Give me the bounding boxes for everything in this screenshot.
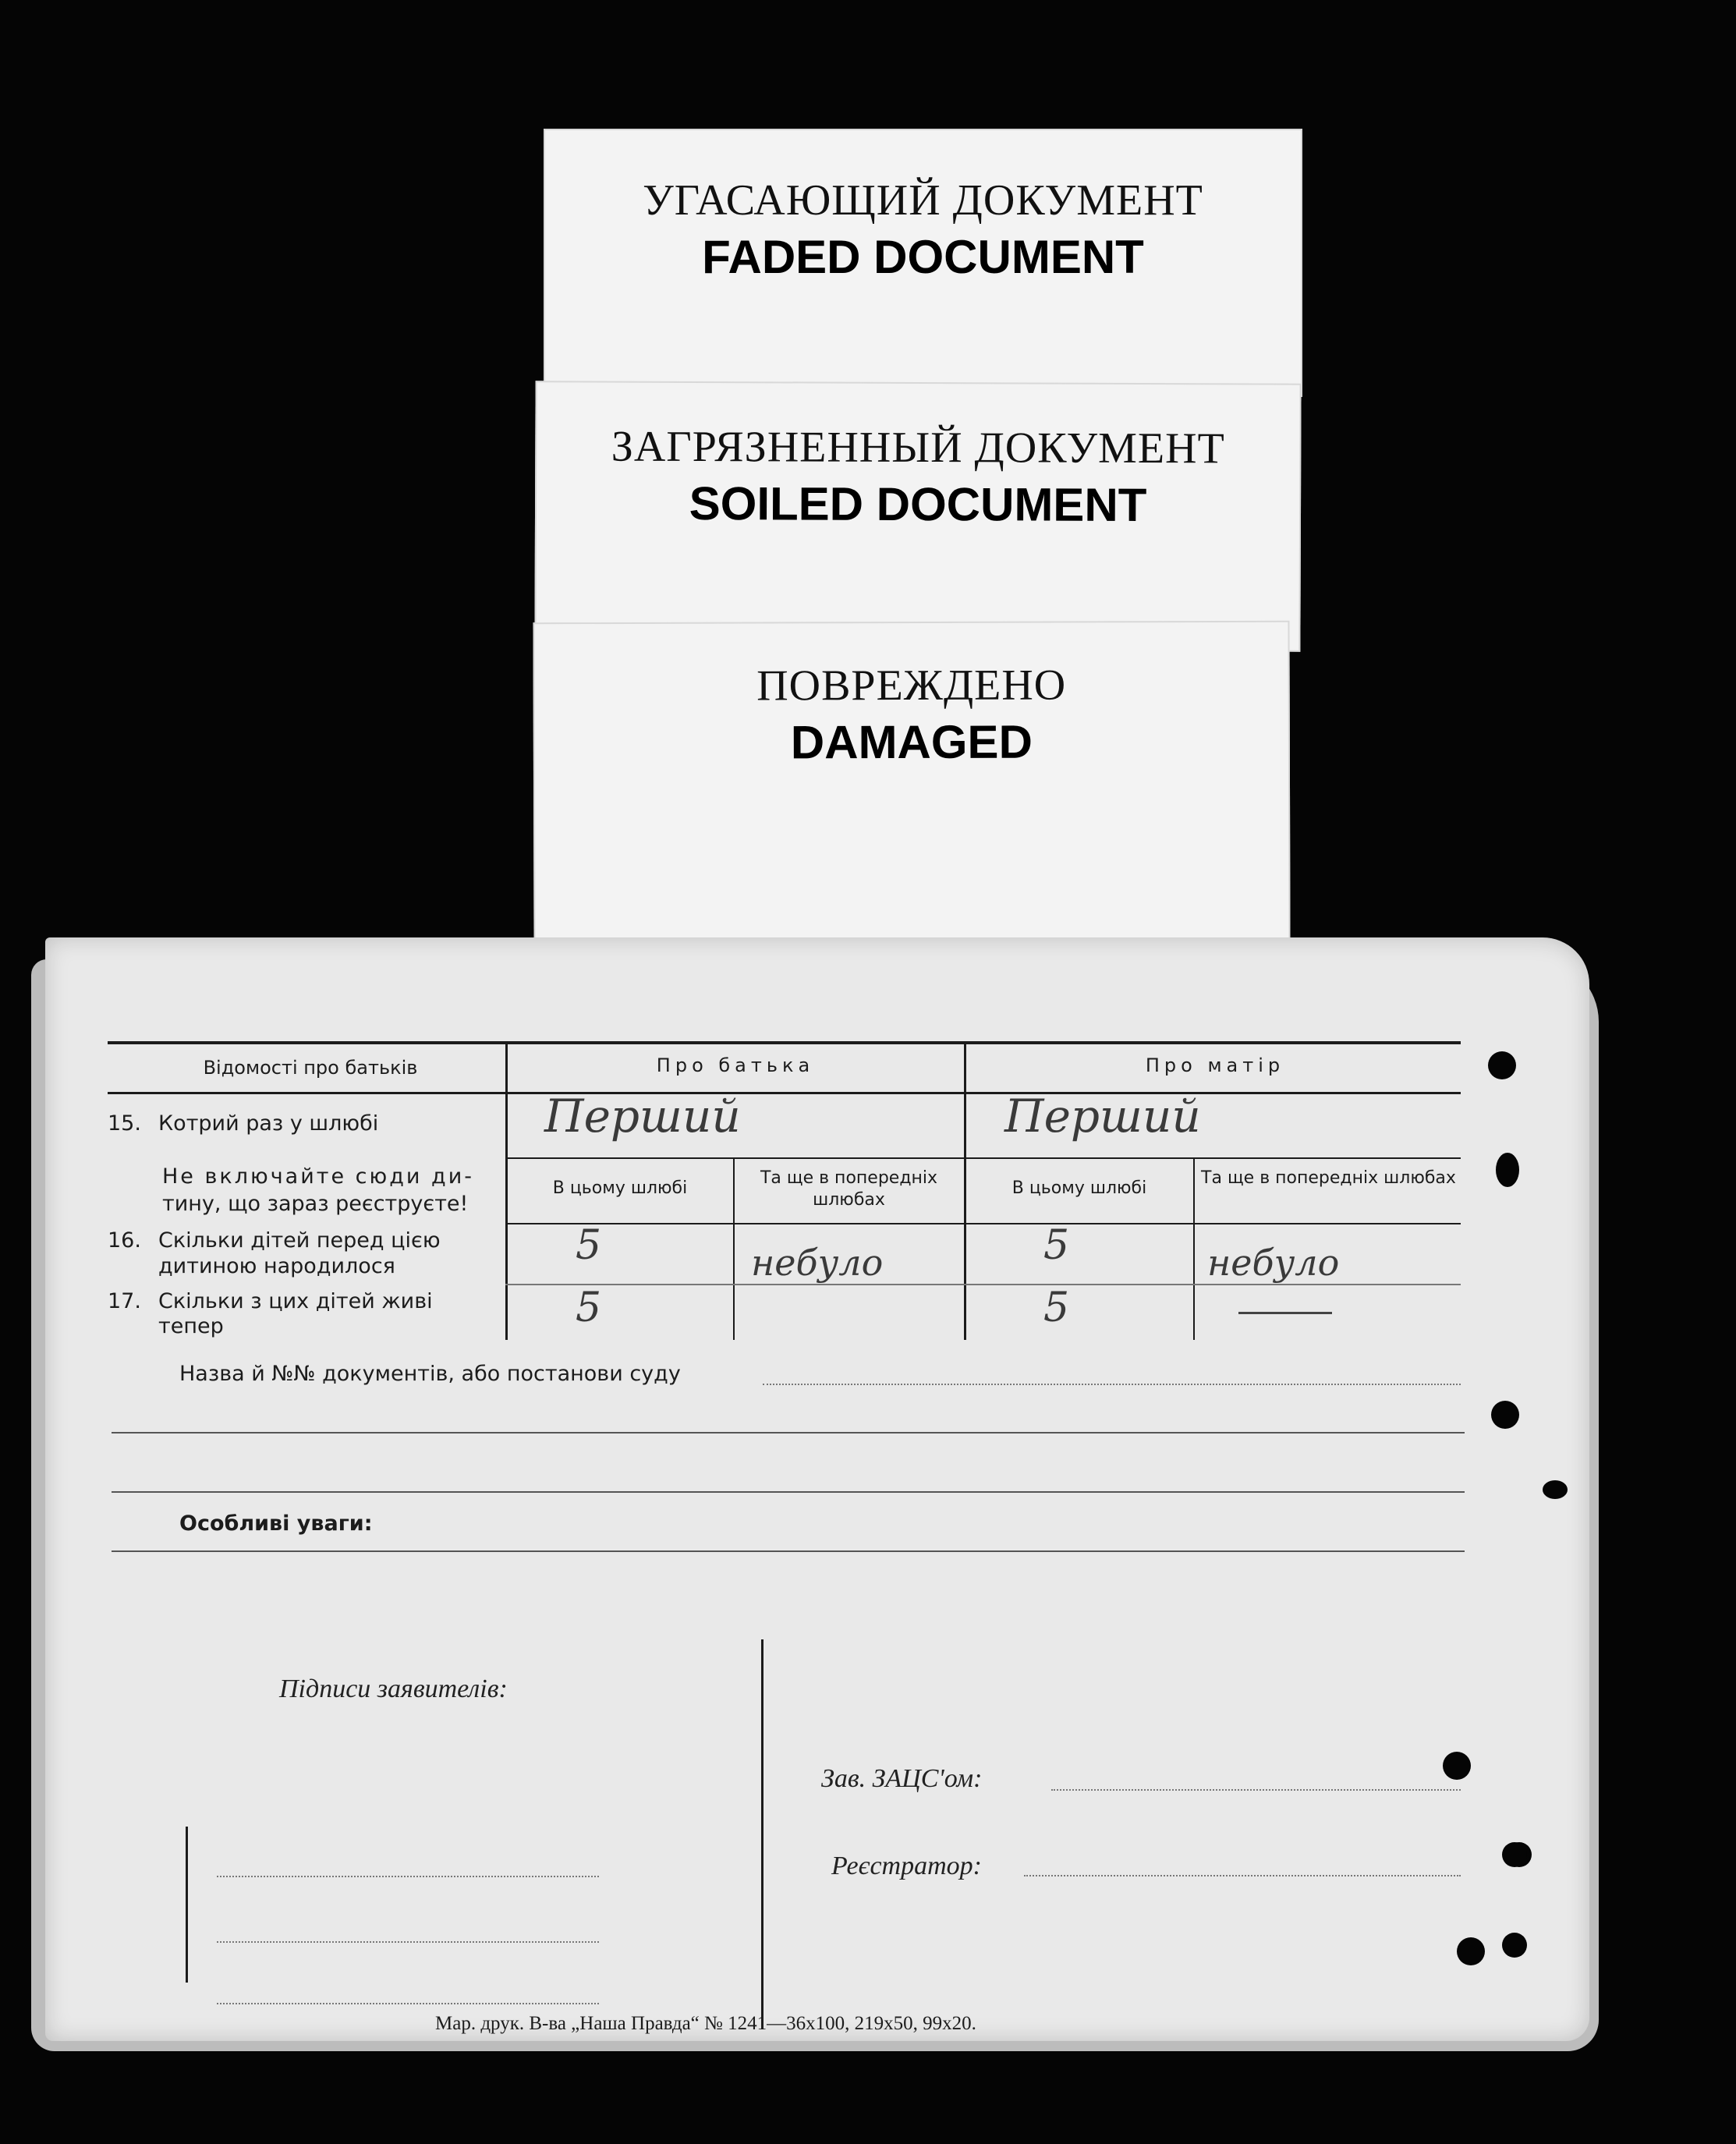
faded-card-english: FADED DOCUMENT xyxy=(702,231,1144,283)
row17-mother-this: 5 xyxy=(1043,1285,1070,1331)
remarks-rule xyxy=(112,1550,1465,1552)
documents-rule-2 xyxy=(112,1491,1465,1493)
signature-divider xyxy=(761,1639,763,2029)
row16-rule xyxy=(505,1284,1461,1285)
damaged-card-english: DAMAGED xyxy=(790,715,1033,769)
row16-mother-previous: небуло xyxy=(1207,1242,1340,1284)
faded-document-card xyxy=(544,129,1302,397)
punch-hole xyxy=(1457,1937,1485,1965)
soiled-card-russian: ЗАГРЯЗНЕННЫЙ ДОКУМЕНТ xyxy=(611,422,1225,473)
row16-number: 16. xyxy=(108,1228,141,1253)
signature-bracket xyxy=(186,1827,188,1983)
head-zags-label: Зав. ЗАЦС'ом: xyxy=(821,1764,983,1793)
remarks-label: Особливі уваги: xyxy=(179,1511,373,1536)
punch-hole xyxy=(1502,1933,1527,1958)
row16-label-line1: Скільки дітей перед цією xyxy=(158,1228,441,1253)
note-line2: тину, що зараз реєструєте! xyxy=(162,1192,469,1216)
row17-father-this: 5 xyxy=(576,1285,602,1331)
header-parents-info: Відомості про батьків xyxy=(203,1057,418,1079)
documents-label: Назва й №№ документів, або постанови суду xyxy=(179,1362,681,1386)
divider-mother-sub xyxy=(1193,1157,1195,1340)
soiled-document-card xyxy=(534,381,1301,651)
note-line1: Не включайте сюди ди- xyxy=(162,1164,474,1189)
punch-hole xyxy=(1543,1480,1568,1499)
row16-father-previous: небуло xyxy=(751,1242,884,1284)
faded-card-russian: УГАСАЮЩИЙ ДОКУМЕНТ xyxy=(643,176,1203,225)
subheader-rule xyxy=(505,1157,1461,1159)
header-father: Про батька xyxy=(656,1054,815,1076)
punch-hole xyxy=(1488,1051,1516,1079)
divider-father xyxy=(505,1041,508,1340)
header-mother: Про матір xyxy=(1145,1054,1285,1076)
punch-hole xyxy=(1496,1153,1519,1187)
row17-label-line1: Скільки з цих дітей живі xyxy=(158,1289,433,1313)
record-sheet xyxy=(45,937,1589,2041)
row15-number: 15. xyxy=(108,1111,141,1136)
signature-line-3 xyxy=(217,2003,599,2004)
row15-father-value: Перший xyxy=(544,1090,741,1143)
father-previous-marriages-header: Та ще в попередніх шлюбах xyxy=(760,1168,938,1210)
documents-fill-line xyxy=(763,1384,1461,1385)
table-header-rule xyxy=(108,1092,1461,1094)
signatures-label: Підписи заявителів: xyxy=(279,1674,508,1703)
row16-mother-this: 5 xyxy=(1043,1222,1070,1269)
registrar-line xyxy=(1024,1875,1461,1876)
mother-this-marriage-header: В цьому шлюбі xyxy=(1011,1178,1147,1198)
row16-father-this: 5 xyxy=(576,1222,602,1269)
row17-mother-previous-dash xyxy=(1238,1312,1332,1314)
divider-mother xyxy=(964,1041,966,1340)
father-this-marriage-header: В цьому шлюбі xyxy=(552,1178,688,1198)
documents-rule-1 xyxy=(112,1432,1465,1433)
registrar-label: Реєстратор: xyxy=(831,1852,982,1880)
punch-hole xyxy=(1443,1752,1471,1780)
row17-number: 17. xyxy=(108,1289,141,1313)
signature-line-1 xyxy=(217,1876,599,1877)
punch-hole xyxy=(1502,1842,1527,1867)
row15-mother-value: Перший xyxy=(1004,1090,1201,1143)
row15-label: Котрий раз у шлюбі xyxy=(158,1111,379,1136)
table-top-rule xyxy=(108,1041,1461,1044)
subheader-bottom-rule xyxy=(505,1223,1461,1224)
soiled-card-english: SOILED DOCUMENT xyxy=(689,477,1147,532)
punch-hole xyxy=(1491,1401,1519,1429)
damaged-card xyxy=(533,621,1290,944)
signature-line-2 xyxy=(217,1941,599,1943)
printer-line: Мар. друк. В-ва „Наша Правда“ № 1241—36x100, 219x50, 99x20. xyxy=(435,2013,976,2034)
row16-label-line2: дитиною народилося xyxy=(158,1254,395,1278)
row17-label-line2: тепер xyxy=(158,1314,224,1338)
damaged-card-russian: ПОВРЕЖДЕНО xyxy=(756,661,1067,711)
divider-father-sub xyxy=(733,1157,735,1340)
head-zags-line xyxy=(1051,1789,1461,1791)
mother-previous-marriages-header: Та ще в попередніх шлюбах xyxy=(1201,1168,1456,1188)
